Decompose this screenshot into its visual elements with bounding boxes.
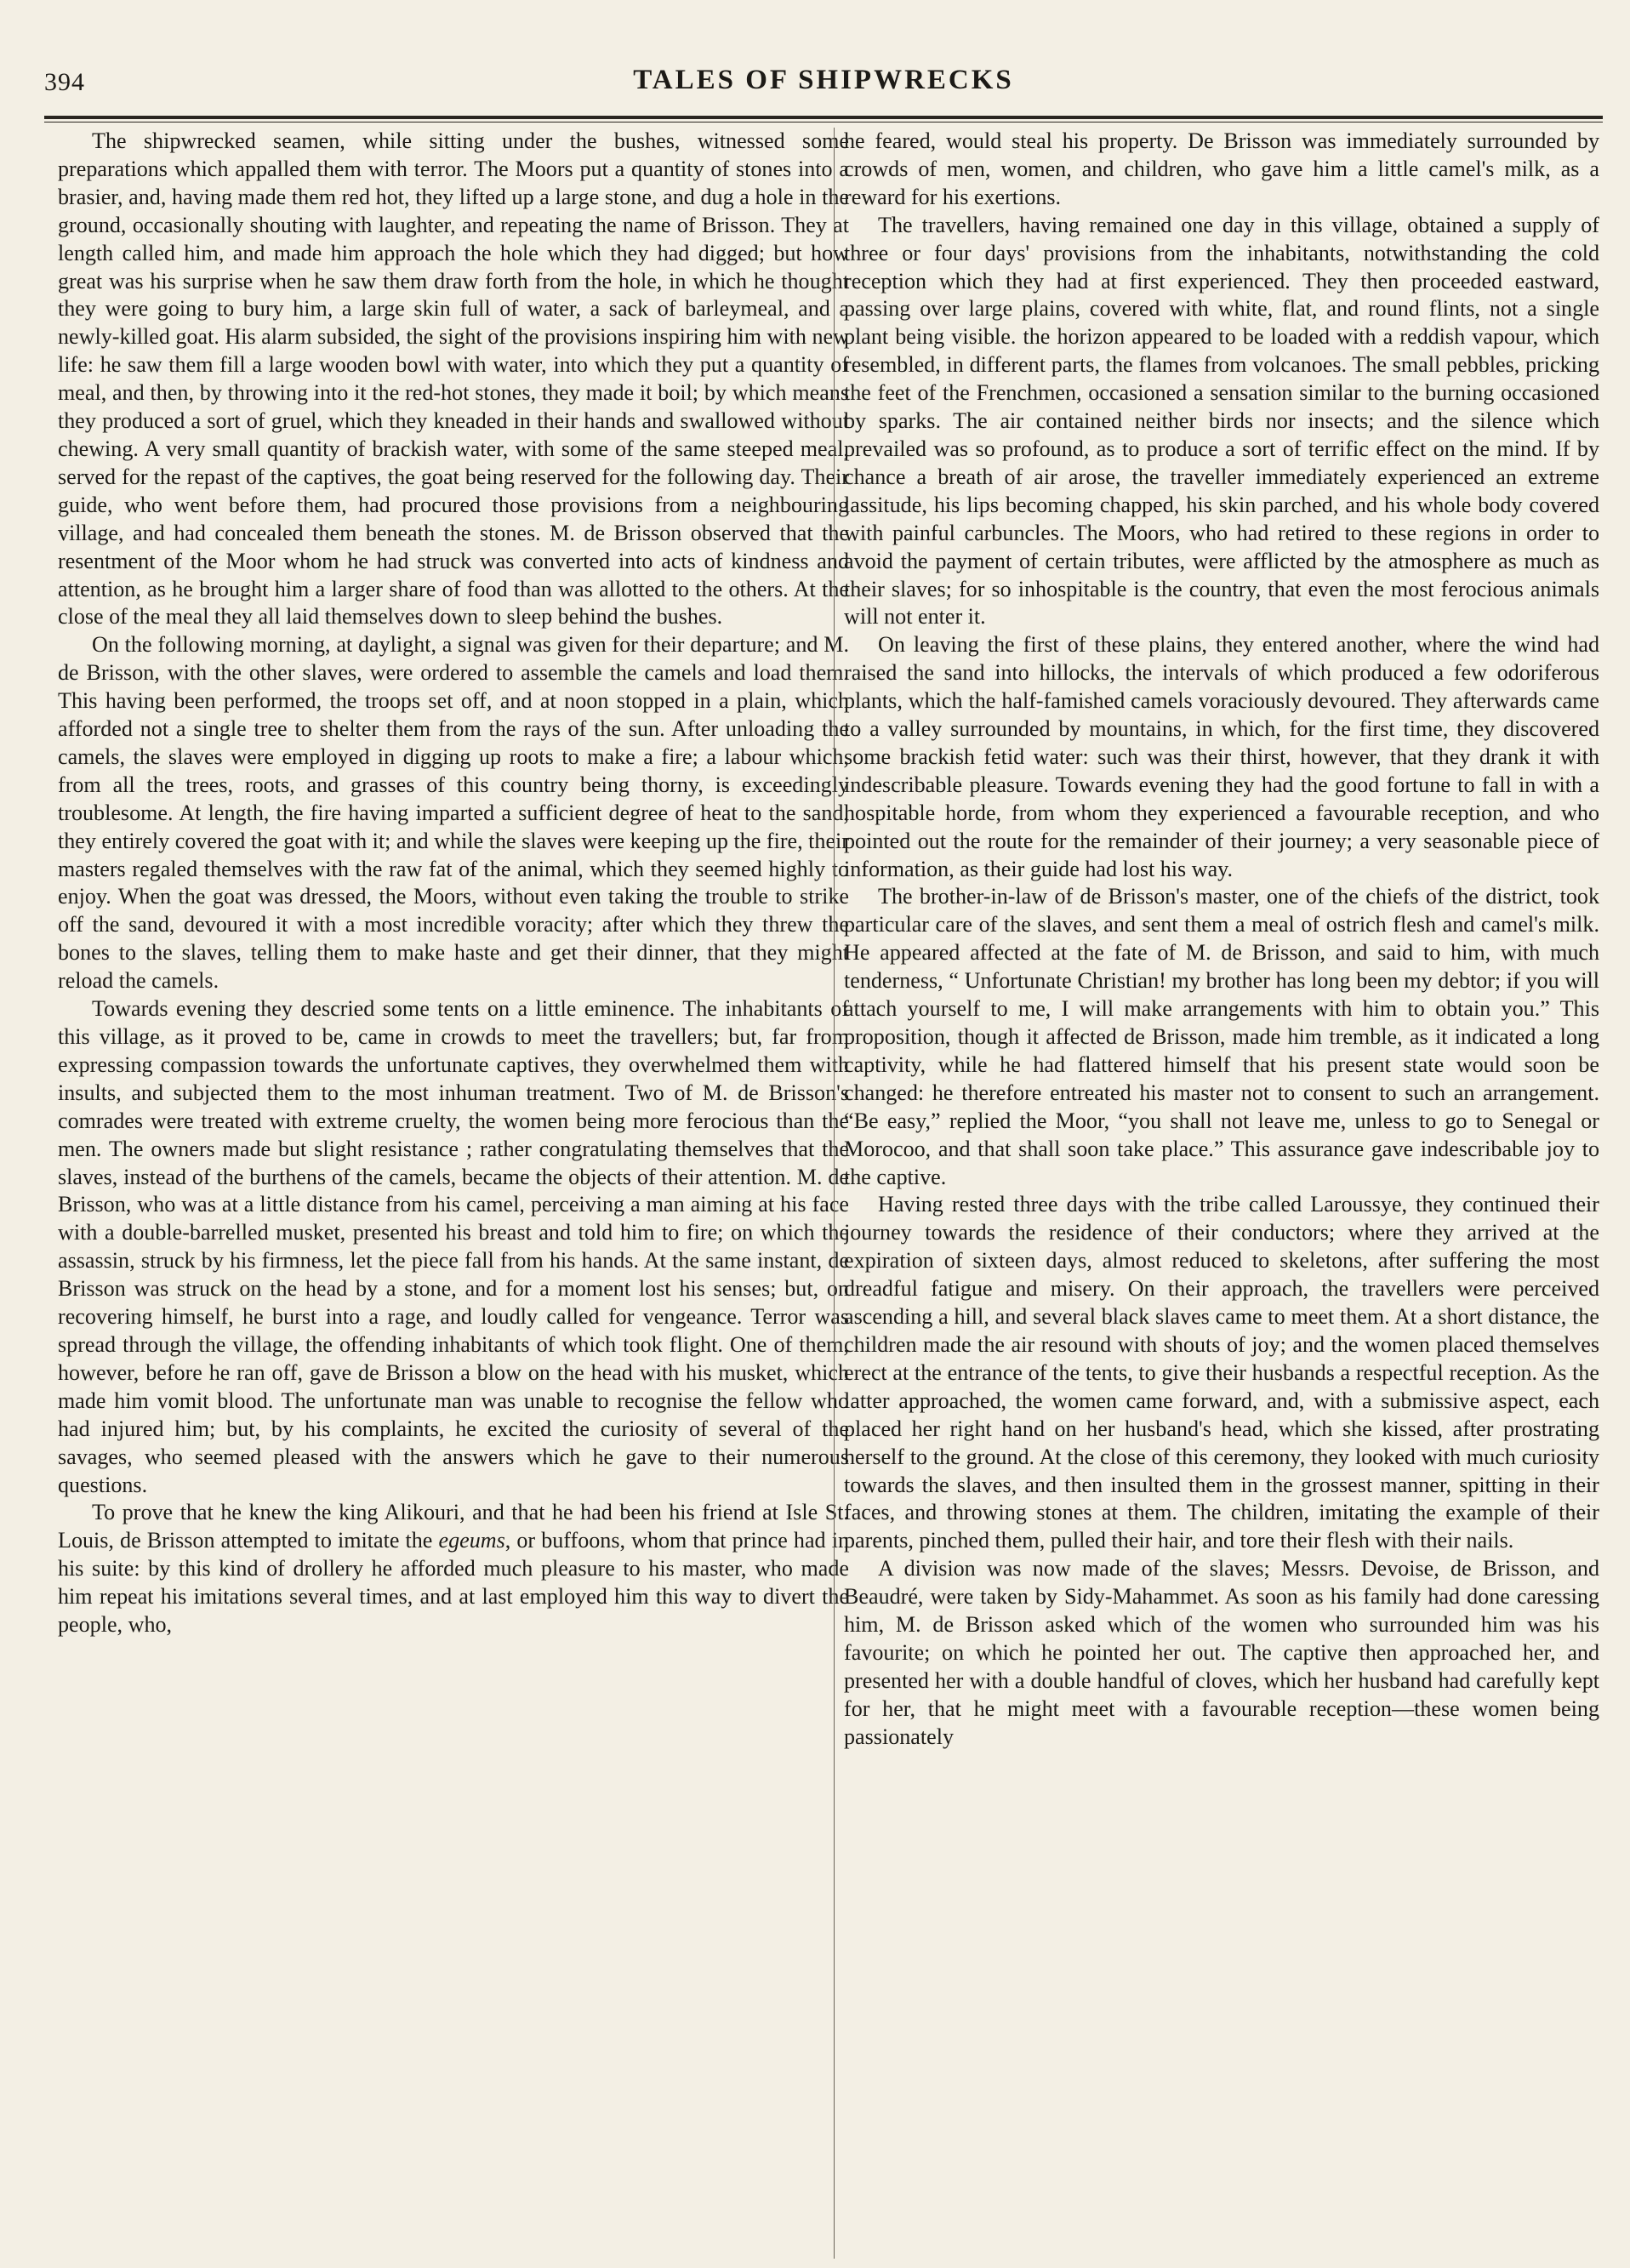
paragraph-continuation: he feared, would steal his property. De Brisson was immediately surrounded by crowds of men, women, and children, who gave him a little camel's milk, as a reward for his exertions.	[844, 128, 1599, 209]
paragraph: Towards evening they descried some tents on a little eminence. The inhabitants of this village, as it proved to be, came in crowds to meet the travellers; but, far from expressing compassion towards the unfortunate captives, they overwhelmed them with insults, and subjected them to the most inhuman treatment. Two of M. de Brisson's comrades were treated with extreme cruelty, the women being more ferocious than the men. The owners made but slight resistance ; rather congratulating themselves that the slaves, instead of the burthens of the camels, became the objects of their attention. M. de Brisson, who was at a little distance from his camel, perceiving a man aiming at his face with a double-barrelled musket, presented his breast and told him to fire; on which the assassin, struck by his firmness, let the piece fall from his hands. At the same instant, de Brisson was struck on the head by a stone, and for a moment lost his senses; but, on recovering himself, he burst into a rage, and loudly called for vengeance. Terror was spread through the village, the offending inhabitants of which took flight. One of them, however, before he ran off, gave de Brisson a blow on the head with his musket, which made him vomit blood. The unfortunate man was unable to recognise the fellow who had injured him; but, by his complaints, he excited the curiosity of several of the savages, who seemed pleased with the answers which he gave to their numerous questions.	[58, 996, 849, 1497]
paragraph: On leaving the first of these plains, they entered another, where the wind had raised the sand into hillocks, the intervals of which produced a few odoriferous plants, which the half-famished camels voraciously devoured. They afterwards came to a valley surrounded by mountains, in which, for the first time, they discovered some brackish fetid water: such was their thirst, however, that they drank it with indescribable pleasure. Towards evening they had the good fortune to fall in with a hospitable horde, from whom they experienced a favourable reception, and who pointed out the route for the remainder of their journey; a very seasonable piece of information, as their guide had lost his way.	[844, 632, 1599, 881]
left-column	[58, 128, 849, 2263]
paragraph: Having rested three days with the tribe called Laroussye, they continued their journey towards the residence of their conductors; where they arrived at the expiration of sixteen days, almost reduced to skeletons, after suffering the most dreadful fatigue and misery. On their approach, the travellers were perceived ascending a hill, and several black slaves came to meet them. At a short distance, the children made the air resound with shouts of joy; and the women placed themselves erect at the entrance of the tents, to give their husbands a respectful reception. As the latter approached, the women came forward, and, with a submissive aspect, each placed her right hand on her husband's head, which she kissed, after prostrating herself to the ground. At the close of this ceremony, they looked with much curiosity towards the slaves, and then insulted them in the grossest manner, spitting in their faces, and throwing stones at them. The children, imitating the example of their parents, pinched them, pulled their hair, and tore their flesh with their nails.	[844, 1192, 1599, 1553]
paragraph: The shipwrecked seamen, while sitting under the bushes, witnessed some preparations which appalled them with terror. The Moors put a quantity of stones into a brasier, and, having made them red hot, they lifted up a large stone, and dug a hole in the ground, occasionally shouting with laughter, and repeating the name of Brisson. They at length called him, and made him approach the hole which they had digged; but how great was his surprise when he saw them draw forth from the hole, in which he thought they were going to bury him, a large skin full of water, a sack of barleymeal, and a newly-killed goat. His alarm subsided, the sight of the provisions inspiring him with new life: he saw them fill a large wooden bowl with water, into which they put a quantity of meal, and then, by throwing into it the red-hot stones, they made it boil; by which means they produced a sort of gruel, which they kneaded in their hands and swallowed without chewing. A very small quantity of brackish water, with some of the same steeped meal, served for the repast of the captives, the goat being reserved for the following day. Their guide, who went before them, had procured those provisions from a neighbouring village, and had concealed them beneath the stones. M. de Brisson observed that the resentment of the Moor whom he had struck was converted into acts of kindness and attention, as he brought him a larger share of food than was allotted to the others. At the close of the meal they all laid themselves down to sleep behind the bushes.	[58, 128, 849, 630]
page-header	[44, 61, 1603, 105]
italic-term: egeums	[438, 1528, 505, 1553]
page-number: 394	[44, 68, 85, 96]
paragraph: The brother-in-law of de Brisson's master, one of the chiefs of the district, took particular care of the slaves, and sent them a meal of ostrich flesh and camel's milk. He appeared affected at the fate of M. de Brisson, and said to him, with much tenderness, “ Unfortunate Christian! my brother has long been my debtor; if you will attach yourself to me, I will make arrangements with him to obtain you.” This proposition, though it affected de Brisson, made him tremble, as it indicated a long captivity, while he had flattered himself that his present state would soon be changed: he therefore entreated his master not to consent to such an arrangement. “Be easy,” replied the Moor, “you shall not leave me, unless to go to Senegal or Morocoo, and that shall soon take place.” This assurance gave indescribable joy to the captive.	[844, 884, 1599, 1189]
header-rule	[44, 116, 1603, 123]
paragraph: The travellers, having remained one day in this village, obtained a supply of three or four days' provisions from the inhabitants, notwithstanding the cold reception which they had at first experienced. They then proceeded eastward, passing over large plains, covered with white, flat, and round flints, not a single plant being visible. the horizon appeared to be loaded with a reddish vapour, which resembled, in different parts, the flames from volcanoes. The small pebbles, pricking the feet of the Frenchmen, occasioned a sensation similar to the burning occasioned by sparks. The air contained neither birds nor insects; and the silence which prevailed was so profound, as to produce a sort of terrific effect on the mind. If by chance a breath of air arose, the traveller immediately experienced an extreme lassitude, his lips becoming chapped, his skin parched, and his whole body covered with painful carbuncles. The Moors, who had retired to these regions in order to avoid the payment of certain tributes, were afflicted by the atmosphere as much as their slaves; for so inhospitable is the country, that even the most ferocious animals will not enter it.	[844, 212, 1599, 630]
column-divider	[834, 128, 835, 2259]
paragraph	[58, 1499, 849, 1639]
right-column	[844, 128, 1599, 2263]
text-run: To prove that he knew the king Alikouri, and that he had been his friend at Isle St. Louis, de Brisson attempted to imitate the	[58, 1500, 849, 1553]
text-run: , or buffoons, whom that prince had in his suite: by this kind of drollery he afforded much pleasure to his master, who made him repeat his imitations several times, and at last employed him this way to divert the people, who,	[58, 1528, 849, 1638]
paragraph: On the following morning, at daylight, a signal was given for their departure; and M. de Brisson, with the other slaves, were ordered to assemble the camels and load them. This having been performed, the troops set off, and at noon stopped in a plain, which afforded not a single tree to shelter them from the rays of the sun. After unloading the camels, the slaves were employed in digging up roots to make a fire; a labour which, from all the trees, roots, and grasses of this country being thorny, is exceedingly troublesome. At length, the fire having imparted a sufficient degree of heat to the sand, they entirely covered the goat with it; and while the slaves were keeping up the fire, their masters regaled themselves with the raw fat of the animal, which they seemed highly to enjoy. When the goat was dressed, the Moors, without even taking the trouble to strike off the sand, devoured it with a most incredible voracity; after which they threw the bones to the slaves, telling them to make haste and get their dinner, that they might reload the camels.	[58, 632, 849, 994]
running-title: TALES OF SHIPWRECKS	[633, 65, 1014, 95]
paragraph: A division was now made of the slaves; Messrs. Devoise, de Brisson, and Beaudré, were taken by Sidy-Mahammet. As soon as his family had done caressing him, M. de Brisson asked which of the women who surrounded him was his favourite; on which he pointed her out. The captive then approached her, and presented her with a double handful of cloves, which her husband had carefully kept for her, that he might meet with a favourable reception—these women being passionately	[844, 1556, 1599, 1749]
